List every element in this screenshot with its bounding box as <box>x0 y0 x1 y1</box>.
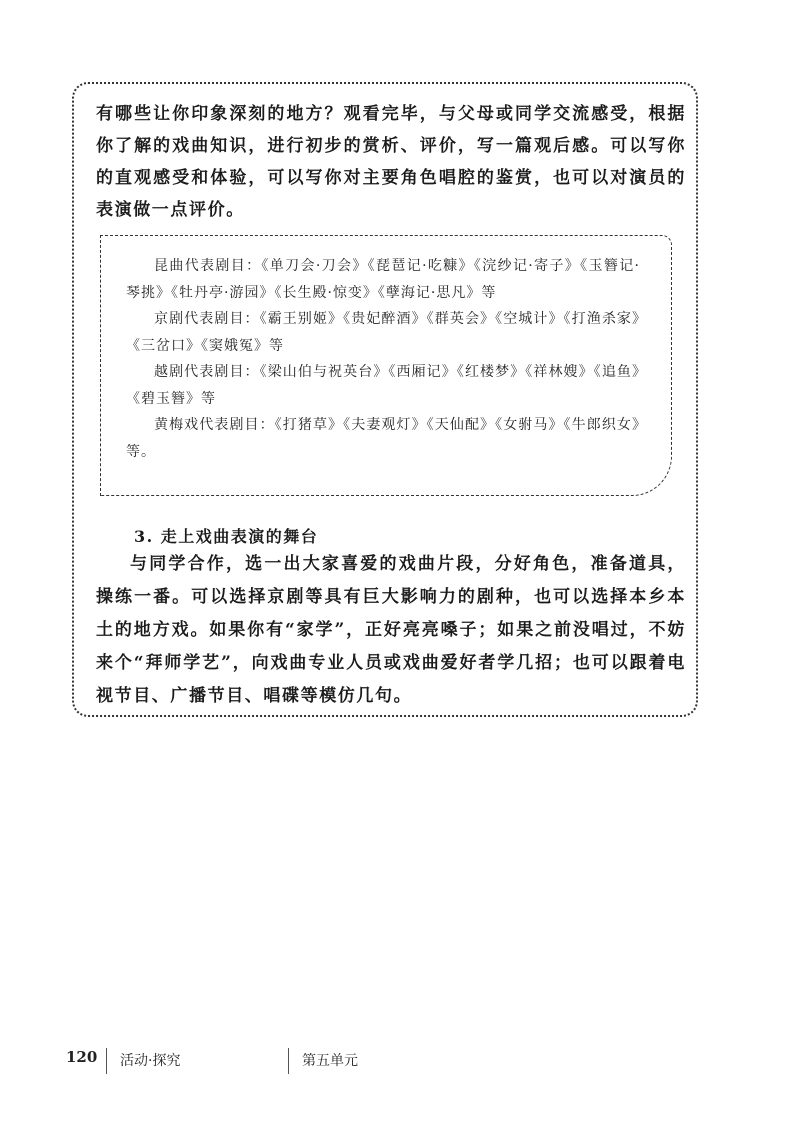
section-body-paragraph: 与同学合作，选一出大家喜爱的戏曲片段，分好角色，准备道具，操练一番。可以选择京剧等具有巨大影响力的剧种，也可以选择本乡本土的地方戏。如果你有“家学”，正好亮亮嗓子；如果之前没唱过，不妨来个“拜师学艺”，向戏曲专业人员或戏曲爱好者学几招；也可以跟着电视节目、广播节目、唱碟等模仿几句。 <box>96 554 686 706</box>
footer-divider <box>288 1048 289 1074</box>
huangmei-opera-repertoire: 黄梅戏代表剧目：《打猪草》《夫妻观灯》《天仙配》《女驸马》《牛郎织女》等。 <box>126 417 640 460</box>
footer-unit-label: 第五单元 <box>302 1053 358 1069</box>
repertoire-list <box>126 253 640 465</box>
page-number: 120 <box>66 1048 98 1066</box>
peking-opera-repertoire: 京剧代表剧目：《霸王别姬》《贵妃醉酒》《群英会》《空城计》《打渔杀家》《三岔口》《窦娥冤》等 <box>126 311 640 354</box>
footer-section-label: 活动·探究 <box>120 1053 181 1069</box>
yue-opera-repertoire: 越剧代表剧目：《梁山伯与祝英台》《西厢记》《红楼梦》《祥林嫂》《追鱼》《碧玉簪》等 <box>126 364 640 407</box>
section-heading: 3. 走上戏曲表演的舞台 <box>134 527 319 546</box>
kunqu-repertoire: 昆曲代表剧目：《单刀会·刀会》《琵琶记·吃糠》《浣纱记·寄子》《玉簪记·琴挑》《牡丹亭·游园》《长生殿·惊变》《孽海记·思凡》等 <box>126 258 640 301</box>
intro-paragraph: 有哪些让你印象深刻的地方？观看完毕，与父母或同学交流感受，根据你了解的戏曲知识，进行初步的赏析、评价，写一篇观后感。可以写你的直观感受和体验，可以写你对主要角色唱腔的鉴赏，也可以对演员的表演做一点评价。 <box>96 104 686 220</box>
footer-divider <box>106 1048 107 1074</box>
